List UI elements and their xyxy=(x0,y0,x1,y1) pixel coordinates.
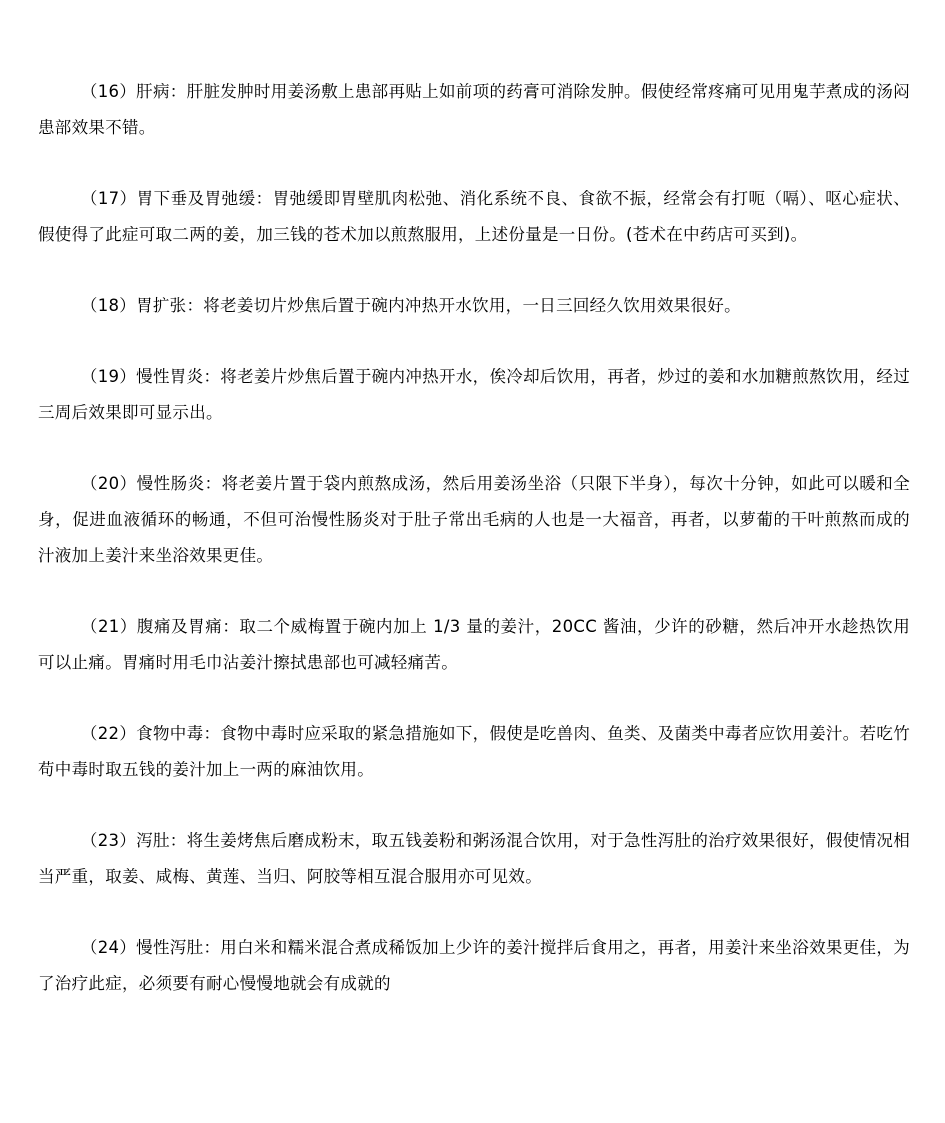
paragraph-22-food-poisoning: （22）食物中毒：食物中毒时应采取的紧急措施如下，假使是吃兽肉、鱼类、及菌类中毒者应饮用姜汁。若吃竹苟中毒时取五钱的姜汁加上一两的麻油饮用。 xyxy=(38,724,910,779)
paragraph-20-chronic-enteritis: （20）慢性肠炎：将老姜片置于袋内煎熬成汤，然后用姜汤坐浴（只限下半身），每次十分钟，如此可以暖和全身，促进血液循环的畅通，不但可治慢性肠炎对于肚子常出毛病的人也是一大福音，再者，以萝葡的干叶煎熬而成的汁液加上姜汁来坐浴效果更佳。 xyxy=(38,474,910,565)
document-page xyxy=(38,74,910,1037)
paragraph-18-gastric-dilation: （18）胃扩张：将老姜切片炒焦后置于碗内冲热开水饮用，一日三回经久饮用效果很好。 xyxy=(80,296,741,315)
paragraph-17-gastroptosis: （17）胃下垂及胃弛缓：胃弛缓即胃壁肌肉松弛、消化系统不良、食欲不振，经常会有打呃（嗝）、呕心症状、假使得了此症可取二两的姜，加三钱的苍术加以煎熬服用，上述份量是一日份。(苍术在中药店可买到)。 xyxy=(38,189,910,244)
paragraph-16-liver-disease: （16）肝病：肝脏发肿时用姜汤敷上患部再贴上如前项的药膏可消除发肿。假使经常疼痛可见用鬼芋煮成的汤闷患部效果不错。 xyxy=(38,82,910,137)
paragraph-21-abdominal-pain: （21）腹痛及胃痛：取二个威梅置于碗内加上 1/3 量的姜汁，20CC 酱油，少许的砂糖，然后冲开水趁热饮用可以止痛。胃痛时用毛巾沾姜汁擦拭患部也可减轻痛苦。 xyxy=(38,617,910,672)
paragraph-19-chronic-gastritis: （19）慢性胃炎：将老姜片炒焦后置于碗内冲热开水，俟冷却后饮用，再者，炒过的姜和水加糖煎熬饮用，经过三周后效果即可显示出。 xyxy=(38,367,910,422)
paragraph-23-diarrhea: （23）泻肚：将生姜烤焦后磨成粉末，取五钱姜粉和粥汤混合饮用，对于急性泻肚的治疗效果很好，假使情况相当严重，取姜、咸梅、黄莲、当归、阿胶等相互混合服用亦可见效。 xyxy=(38,831,910,886)
paragraph-24-chronic-diarrhea: （24）慢性泻肚：用白米和糯米混合煮成稀饭加上少许的姜汁搅拌后食用之，再者，用姜汁来坐浴效果更佳，为了治疗此症，必须要有耐心慢慢地就会有成就的 xyxy=(38,938,910,993)
